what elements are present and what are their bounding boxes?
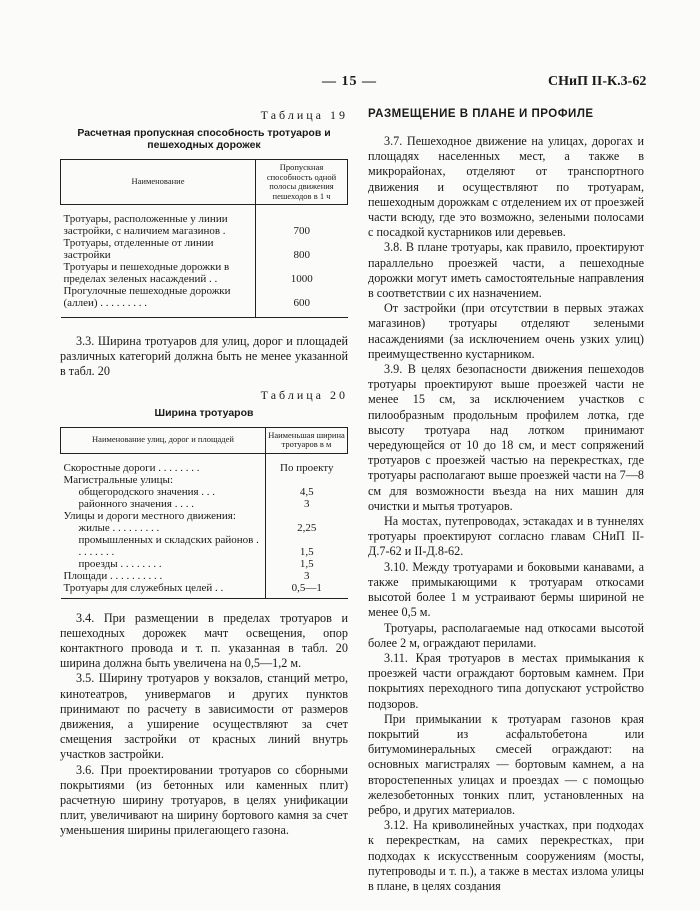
table-cell-name: районного значения . . . . bbox=[78, 497, 194, 510]
table-cell-value: 2,25 bbox=[266, 522, 348, 534]
table-row bbox=[61, 498, 348, 510]
right-column bbox=[368, 108, 644, 894]
paragraph-3-11: 3.11. Края тротуаров в местах примыкания к проезжей части ограждают бортовым камнем. При покрытиях переходного типа допускают устройство подзоров. bbox=[368, 650, 644, 711]
paragraph-3-9: 3.9. В целях безопасности движения пешеходов тротуары проектируют выше проезжей части не менее 15 см, за исключением участков с пилообразным продольным профилем лотка, где высоту тротуара над лотком принимают чередующейся от 10 до 18 см, и мест сопряжений тротуаров с проезжей частью на перекрестках, где тротуары располагают выше проезжей части на 7—8 см для возможности въезда на них машин для очистки и мытья тротуаров. bbox=[368, 362, 644, 513]
table-cell-value: 600 bbox=[256, 285, 348, 309]
table-row bbox=[61, 510, 348, 522]
table-row bbox=[61, 558, 348, 570]
table-cell-name: Магистральные улицы: bbox=[63, 473, 174, 486]
table-cell-value: 4,5 bbox=[266, 486, 348, 498]
table-20 bbox=[60, 427, 348, 599]
paragraph-3-7: 3.7. Пешеходное движение на улицах, дорогах и площадях населенных мест, а также в микрорайонах, отделяют от транспортного движения и осуществляют по тротуарам, пешеходным дорожкам с отделением их от проезжей части всюду, где это возможно, зелеными полосами с посадкой кустарников или деревьев. bbox=[368, 134, 644, 240]
table-19 bbox=[60, 159, 348, 318]
table-row bbox=[61, 570, 348, 582]
table-cell-value: 1000 bbox=[256, 261, 348, 285]
table-19-title: Расчетная пропускная способность тротуаров и пешеходных дорожек bbox=[77, 127, 331, 151]
table-cell-name: Прогулочные пешеходные дорожки (аллеи) . . . . . . . . . bbox=[63, 285, 231, 309]
table-cell-value: 700 bbox=[256, 213, 348, 237]
table-20-title: Ширина тротуаров bbox=[154, 406, 254, 419]
table-cell-name: Тротуары, отделенные от линии застройки bbox=[63, 237, 214, 261]
table-row bbox=[61, 237, 348, 261]
paragraph: От застройки (при отсутствии в первых этажах магазинов) тротуары отделяют зелеными насаждениями (за исключением очень узких улиц) преимущественно кустарником. bbox=[368, 301, 644, 361]
table-row bbox=[61, 486, 348, 498]
table-cell-value: 800 bbox=[256, 237, 348, 261]
table-19-header-name: Наименование bbox=[61, 160, 256, 205]
table-cell-value: 3 bbox=[266, 570, 348, 582]
table-cell-value bbox=[266, 474, 348, 486]
paragraph-3-8: 3.8. В плане тротуары, как правило, проектируют параллельно проезжей части, а пешеходные дорожки могут иметь самостоятельные направления в соответствии с их назначением. bbox=[368, 240, 644, 301]
table-cell-name: Тротуары для служебных целей . . bbox=[61, 582, 266, 599]
paragraph: На мостах, путепроводах, эстакадах и в туннелях тротуары проектируют согласно главам СНиП II-Д.7-62 и II-Д.8-62. bbox=[368, 514, 644, 559]
paragraph-3-10: 3.10. Между тротуарами и боковыми канавами, а также примыкающими к тротуарам откосами высотой более 1 м устраивают бермы шириной не менее 0,5 м. bbox=[368, 559, 644, 620]
table-20-header-width: Наименьшая ширина тротуаров в м bbox=[266, 427, 348, 453]
table-cell-value: 0,5—1 bbox=[266, 582, 348, 599]
table-cell-name: Площади . . . . . . . . . . bbox=[63, 569, 163, 582]
table-row bbox=[61, 534, 348, 558]
table-cell-value: 3 bbox=[266, 498, 348, 510]
paragraph-3-5: 3.5. Ширину тротуаров у вокзалов, станций метро, кинотеатров, универмагов и других пунктов принимают по расчету в зависимости от размеров движения, а уширение осуществляют за счет смещения застройки от красных линий внутрь участков застройки. bbox=[60, 671, 348, 762]
table-cell-name: промышленных и складских районов . . . . . . . . bbox=[78, 533, 259, 558]
table-cell-name: Улицы и дороги местного движения: bbox=[63, 509, 236, 522]
page-number: — 15 — bbox=[322, 74, 377, 89]
table-row bbox=[61, 462, 348, 474]
table-cell-name: Скоростные дороги . . . . . . . . bbox=[63, 461, 200, 474]
table-cell-name: общегородского значения . . . bbox=[78, 485, 216, 498]
table-cell-name: Тротуары и пешеходные дорожки в пределах зеленых насаждений . . bbox=[63, 261, 230, 285]
table-row bbox=[61, 522, 348, 534]
table-cell-name: жилые . . . . . . . . . bbox=[78, 521, 160, 534]
paragraph-3-12: 3.12. На криволинейных участках, при подходах к перекресткам, на самих перекрестках, при подходах к искусственным сооружениям (мосты, путепроводы и т. п.), а также в местах излома улицы в плане, в целях создания bbox=[368, 818, 644, 893]
table-cell-name: Тротуары, расположенные у линии застройки, с наличием магазинов . bbox=[63, 213, 228, 237]
table-19-header-capacity: Пропускная способность одной полосы движения пешеходов в 1 ч bbox=[256, 160, 348, 205]
paragraph-3-4: 3.4. При размещении в пределах тротуаров и пешеходных дорожек мачт освещения, опор контактного провода и т. п. указанная в табл. 20 ширина должна быть увеличена на 0,5—1,2 м. bbox=[60, 610, 348, 671]
table-row bbox=[61, 474, 348, 486]
paragraph-3-6: 3.6. При проектировании тротуаров со сборными покрытиями (из бетонных или каменных плит) расчетную ширину тротуаров, в целях унификации плит, увеличивают на ширину бортового камня за счет уменьшения ширины прилегающего газона. bbox=[60, 762, 348, 838]
table-cell-value: 1,5 bbox=[266, 534, 348, 558]
table-cell-value: По проекту bbox=[266, 462, 348, 474]
left-column bbox=[60, 108, 348, 839]
table-20-header-name: Наименование улиц, дорог и площадей bbox=[61, 427, 266, 453]
paragraph-3-3: 3.3. Ширина тротуаров для улиц, дорог и площадей различных категорий должна быть не менее указанной в табл. 20 bbox=[60, 334, 348, 379]
table-19-label: Таблица 19 bbox=[260, 108, 348, 122]
document-code: СНиП II-К.3-62 bbox=[548, 74, 647, 89]
table-row bbox=[61, 582, 348, 599]
section-title: РАЗМЕЩЕНИЕ В ПЛАНЕ И ПРОФИЛЕ bbox=[368, 108, 594, 120]
table-row bbox=[61, 261, 348, 285]
table-cell-value bbox=[266, 510, 348, 522]
table-cell-value: 1,5 bbox=[266, 558, 348, 570]
table-cell-name: проезды . . . . . . . . bbox=[78, 557, 162, 570]
table-row bbox=[61, 213, 348, 237]
table-row bbox=[61, 285, 348, 309]
paragraph: При примыкании к тротуарам газонов края покрытий из асфальтобетона или битумоминеральных смесей ограждают: на основных магистралях — бортовым камнем, а на второстепенных улицах и проездах — с помощью железобетонных тонких плит, установленных на ребро, и других материалов. bbox=[368, 711, 644, 817]
table-20-label: Таблица 20 bbox=[260, 387, 348, 402]
paragraph: Тротуары, располагаемые над откосами высотой более 2 м, ограждают перилами. bbox=[368, 620, 644, 650]
